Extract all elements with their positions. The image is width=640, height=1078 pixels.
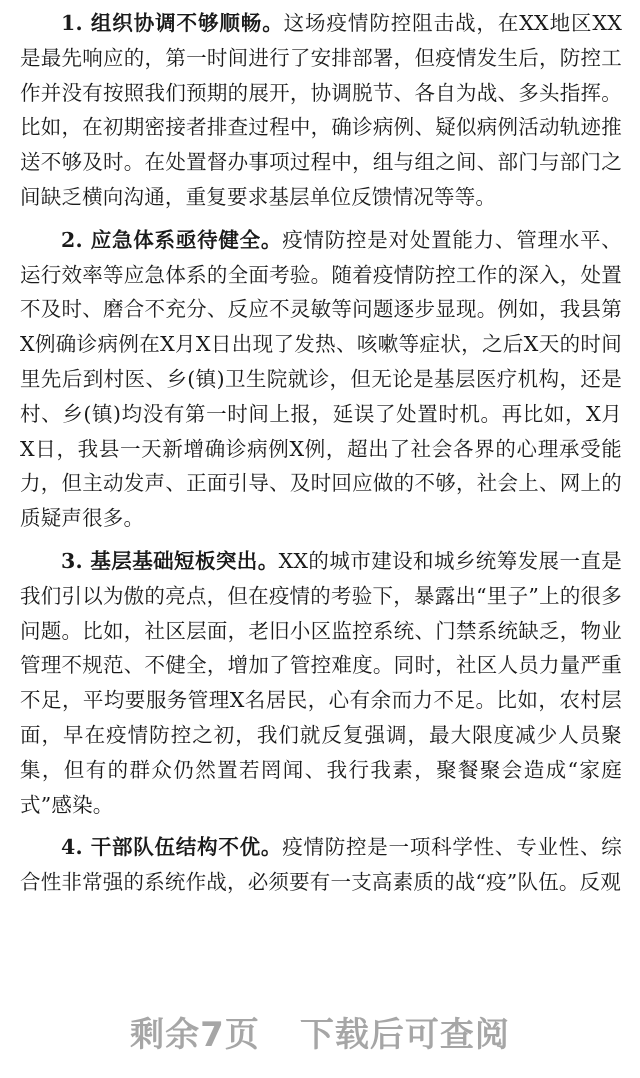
paragraph-4-heading: 4. 干部队伍结构不优。 (61, 835, 283, 860)
paragraph-2-text: 疫情防控是对处置能力、管理水平、运行效率等应急体系的全面考验。随着疫情防控工作的深入，处置不及时、磨合不充分、反应不灵敏等问题逐步显现。例如，我县第X例确诊病例在X月X日出现了发热、咳嗽等症状，之后X天的时间里先后到村医、乡(镇)卫生院就诊，但无论是基层医疗机构，还是村、乡(镇)均没有第一时间上报，延误了处置时机。再比如，X月X日，我县一天新增确诊病例X例，超出了社会各界的心理承受能力，但主动发声、正面引导、及时回应做的不够，社会上、网上的质疑声很多。 (20, 227, 623, 531)
paragraph-3 (20, 544, 622, 822)
paragraph-3-text: XX的城市建设和城乡统筹发展一直是我们引以为傲的亮点，但在疫情的考验下，暴露出“里子”上的很多问题。比如，社区层面，老旧小区监控系统、门禁系统缺乏，物业管理不规范、不健全，增加了管控难度。同时，社区人员力量严重不足，平均要服务管理X名居民，心有余而力不足。比如，农村层面，早在疫情防控之初，我们就反复强调，最大限度减少人员聚集，但有的群众仍然置若罔闻、我行我素，聚餐聚会造成“家庭式”感染。 (20, 548, 622, 817)
document-body (20, 6, 622, 908)
paragraph-2 (20, 223, 622, 536)
paragraph-4 (20, 830, 622, 900)
paragraph-2-heading: 2. 应急体系亟待健全。 (61, 227, 283, 252)
download-to-view-text[interactable]: 下载后可查阅 (299, 1015, 510, 1055)
remaining-pages-text: 剩余7页 (130, 1015, 260, 1055)
paragraph-1-text: 这场疫情防控阻击战，在XX地区XX是最先响应的，第一时间进行了安排部署，但疫情发生后，防控工作并没有按照我们预期的展开，协调脱节、各自为战、多头指挥。比如，在初期密接者排查过程中，确诊病例、疑似病例活动轨迹推送不够及时。在处置督办事项过程中，组与组之间、部门与部门之间缺乏横向沟通，重复要求基层单位反馈情况等等。 (20, 11, 622, 209)
paragraph-1 (20, 6, 622, 215)
paragraph-4-text: 疫情防控是一项科学性、专业性、综合性非常强的系统作战，必须要有一支高素质的战“疫”队伍。反观 (20, 835, 623, 895)
paragraph-1-heading: 1. 组织协调不够顺畅。 (61, 11, 284, 35)
paragraph-3-heading: 3. 基层基础短板突出。 (61, 548, 279, 573)
download-prompt-banner[interactable] (0, 985, 640, 1078)
